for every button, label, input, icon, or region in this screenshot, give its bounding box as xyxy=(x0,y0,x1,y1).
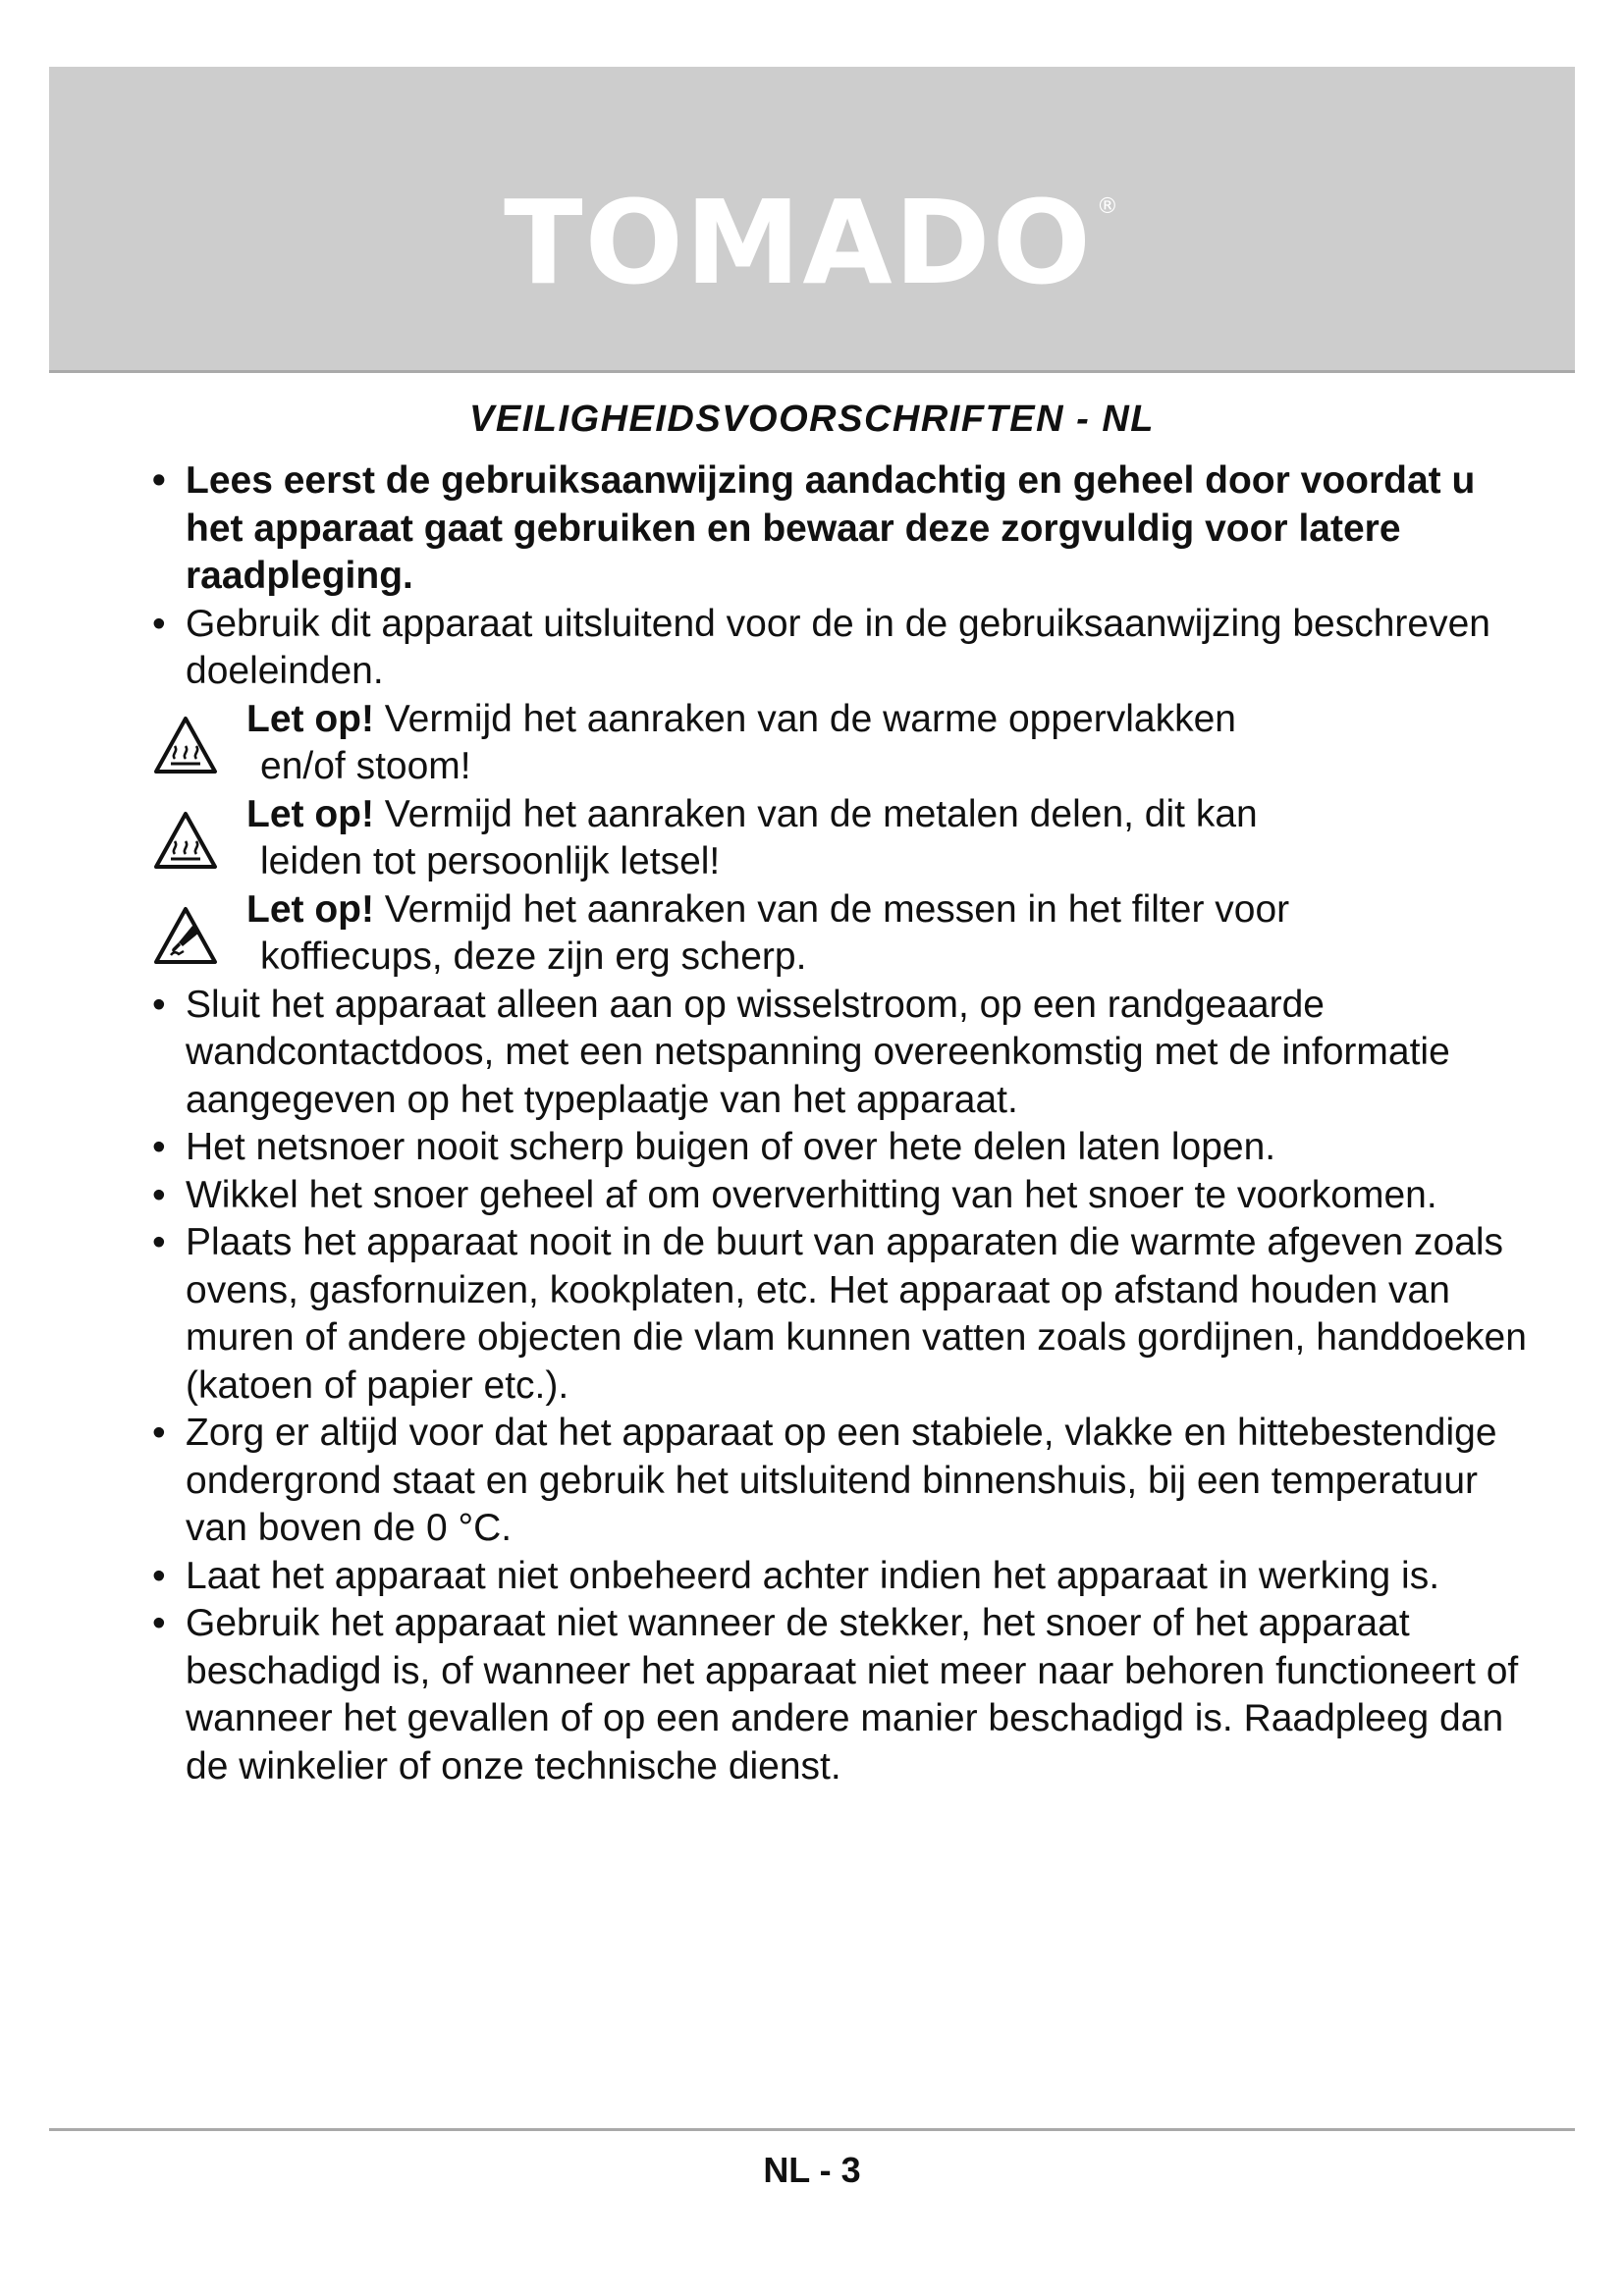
list-item xyxy=(152,1172,1527,1220)
list-item xyxy=(152,1553,1527,1601)
registered-mark: ® xyxy=(1096,194,1120,219)
warning-line xyxy=(246,696,1527,744)
bullet: • xyxy=(152,1554,166,1597)
list-item xyxy=(152,457,1527,601)
page-number: NL - 3 xyxy=(763,2150,861,2190)
section-title: VEILIGHEIDSVOORSCHRIFTEN - NL xyxy=(469,399,1155,440)
list-item xyxy=(152,1124,1527,1172)
bullet: • xyxy=(152,1126,166,1168)
list-item-text: Zorg er altijd voor dat het apparaat op een stabiele, vlakke en hittebestendige ondergrond staat en gebruik het uitsluitend binnenshuis, bij een temperatuur van boven de 0 °C. xyxy=(186,1412,1497,1549)
bullet: • xyxy=(152,459,166,502)
warning-text: Vermijd het aanraken van de warme oppervlakken xyxy=(373,697,1236,740)
hot-surface-warning-icon xyxy=(153,811,218,870)
warning-item xyxy=(152,696,1527,791)
warning-text: Vermijd het aanraken van de messen in het filter voor xyxy=(373,887,1290,931)
warning-continuation: koffiecups, deze zijn erg scherp. xyxy=(260,935,807,978)
list-item xyxy=(152,601,1527,696)
intro-regular-text: Gebruik dit apparaat uitsluitend voor de in de gebruiksaanwijzing beschreven doeleinden. xyxy=(186,602,1490,692)
list-item xyxy=(152,1410,1527,1553)
warning-item xyxy=(152,791,1527,886)
bullet: • xyxy=(152,602,166,645)
hot-surface-warning-icon xyxy=(153,716,218,774)
warning-lead: Let op! xyxy=(246,697,374,740)
list-item-text: Sluit het apparaat alleen aan op wisselstroom, op een randgeaarde wandcontactdoos, met een netspanning overeenkomstig met de informatie aangegeven op het typeplaatje van het apparaat. xyxy=(186,983,1450,1121)
brand-logo xyxy=(49,175,1575,310)
list-item xyxy=(152,1219,1527,1410)
warning-line xyxy=(246,886,1527,934)
warning-text: Vermijd het aanraken van de metalen delen, dit kan xyxy=(373,792,1258,835)
list-item-text: Plaats het apparaat nooit in de buurt van apparaten die warmte afgeven zoals ovens, gasfornuizen, kookplaten, etc. Het apparaat op afstand houden van muren of andere objecten die vlam kunnen vatten zoals gordijnen, handdoeken (katoen of papier etc.). xyxy=(186,1221,1527,1407)
warning-continuation: en/of stoom! xyxy=(260,745,471,787)
list-item-text: Laat het apparaat niet onbeheerd achter indien het apparaat in werking is. xyxy=(186,1554,1440,1597)
sharp-blade-warning-icon xyxy=(153,906,218,965)
bullet: • xyxy=(152,983,166,1026)
list-item-text: Het netsnoer nooit scherp buigen of over hete delen laten lopen. xyxy=(186,1126,1276,1168)
bullet: • xyxy=(152,1602,166,1644)
list-item xyxy=(152,1600,1527,1790)
warning-item xyxy=(152,886,1527,982)
bullet: • xyxy=(152,1412,166,1454)
list-item-text: Wikkel het snoer geheel af om oververhitting van het snoer te voorkomen. xyxy=(186,1173,1437,1216)
intro-bold-text: Lees eerst de gebruiksaanwijzing aandachtig en geheel door voordat u het apparaat gaat gebruiken en bewaar deze zorgvuldig voor latere raadpleging. xyxy=(186,459,1476,597)
bullet: • xyxy=(152,1221,166,1263)
bullet: • xyxy=(152,1173,166,1216)
warning-continuation: leiden tot persoonlijk letsel! xyxy=(260,840,721,882)
warning-line xyxy=(246,791,1527,839)
safety-instructions xyxy=(152,457,1527,1790)
list-item xyxy=(152,982,1527,1125)
list-item-text: Gebruik het apparaat niet wanneer de stekker, het snoer of het apparaat beschadigd is, of wanneer het apparaat niet meer naar behoren functioneert of wanneer het gevallen of op een andere manier beschadigd is. Raadpleeg dan de winkelier of onze technische dienst. xyxy=(186,1602,1519,1788)
warning-lead: Let op! xyxy=(246,792,374,835)
footer-divider xyxy=(49,2128,1575,2131)
brand-name: TOMADO xyxy=(504,175,1093,310)
warning-lead: Let op! xyxy=(246,887,374,931)
header-band xyxy=(49,67,1575,373)
